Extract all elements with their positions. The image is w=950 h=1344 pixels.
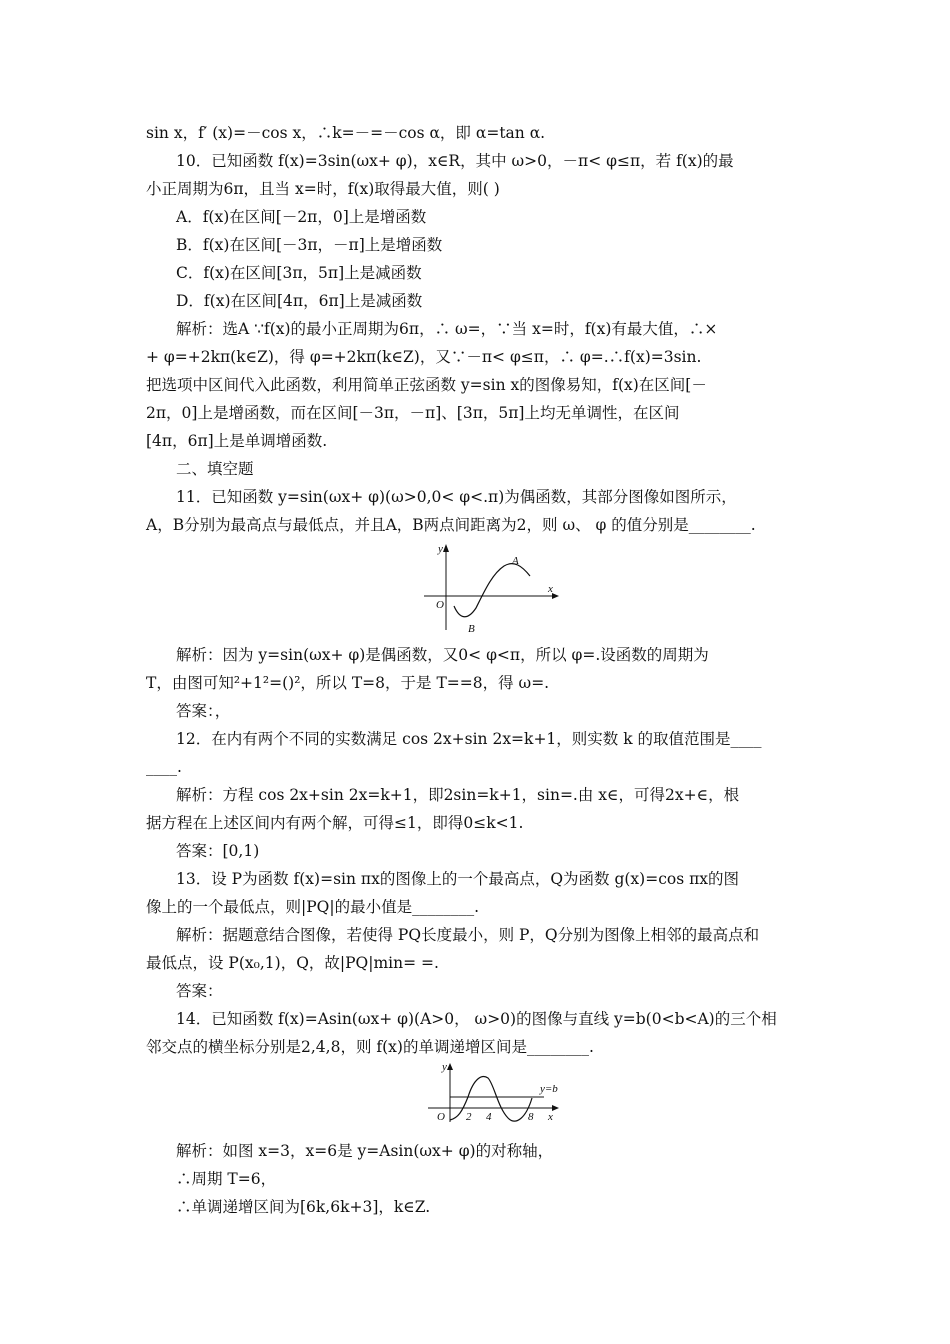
text-line: 像上的一个最低点，则|PQ|的最小值是________. <box>146 898 480 916</box>
text-line: A，B分别为最高点与最低点，并且A，B两点间距离为2，则 ω、 φ 的值分别是________. <box>146 516 756 534</box>
text-line: ____. <box>146 758 182 776</box>
y-axis-label: y <box>438 543 443 555</box>
text-line: [4π，6π]上是单调增函数. <box>146 432 328 450</box>
question-14: 14．已知函数 f(x)=Asin(ωx+ φ)(A>0， ω>0)的图像与直线 y=b(0<b<A)的三个相 <box>176 1010 777 1028</box>
text-line: 最低点，设 P(x₀,1)，Q，故|PQ|min= =. <box>146 954 439 972</box>
point-b-label: B <box>468 623 475 632</box>
option-a: A．f(x)在区间[－2π，0]上是增函数 <box>176 208 427 226</box>
sine-graph-figure-14 <box>422 1060 564 1124</box>
y-axis-label: y <box>442 1061 447 1073</box>
question-13: 13．设 P为函数 f(x)=sin πx的图像上的一个最高点，Q为函数 g(x)=cos πx的图 <box>176 870 740 888</box>
x-axis-arrow <box>552 593 559 599</box>
option-d: D．f(x)在区间[4π，6π]上是减函数 <box>176 292 423 310</box>
text-line: T，由图可知²+1²=()²，所以 T=8，于是 T==8，得 ω=. <box>146 674 550 692</box>
origin-label: O <box>436 599 444 611</box>
text-line: ∴周期 T=6， <box>176 1170 277 1188</box>
answer-11: 答案：， <box>176 702 231 720</box>
sine-curve <box>454 564 530 617</box>
tick-label-8: 8 <box>528 1111 534 1123</box>
answer-12: 答案：[0,1) <box>176 842 260 860</box>
x-axis-label: x <box>548 583 553 595</box>
line-label: y=b <box>540 1083 558 1095</box>
y-axis-arrow <box>443 544 449 552</box>
question-12: 12．在内有两个不同的实数满足 cos 2x+sin 2x=k+1，则实数 k 的取值范围是____ <box>176 730 762 748</box>
text-line: 小正周期为6π，且当 x=时，f(x)取得最大值，则( ) <box>146 180 500 198</box>
question-11: 11．已知函数 y=sin(ωx+ φ)(ω>0,0< φ<.π)为偶函数，其部分图像如图所示， <box>176 488 737 506</box>
option-c: C．f(x)在区间[3π，5π]上是减函数 <box>176 264 422 282</box>
section-heading: 二、填空题 <box>176 460 254 478</box>
solution-10: 解析：选A ∵f(x)的最小正周期为6π，∴ ω=，∵当 x=时，f(x)有最大值，∴× <box>176 320 718 338</box>
tick-label-2: 2 <box>466 1111 472 1123</box>
tick-label-4: 4 <box>486 1111 492 1123</box>
solution-14: 解析：如图 x=3，x=6是 y=Asin(ωx+ φ)的对称轴， <box>176 1142 554 1160</box>
x-axis-label: x <box>548 1111 553 1123</box>
text-line: ∴单调递增区间为[6k,6k+3]，k∈Z. <box>176 1198 431 1216</box>
origin-label: O <box>437 1111 445 1123</box>
point-a-label: A <box>512 555 519 567</box>
solution-12: 解析：方程 cos 2x+sin 2x=k+1，即2sin=k+1，sin=.由 x∈，可得2x+∈，根 <box>176 786 740 804</box>
text-line: sin x，f′ (x)=－cos x，∴k=－=－cos α，即 α=tan α. <box>146 124 546 142</box>
solution-13: 解析：据题意结合图像，若使得 PQ长度最小，则 P，Q分别为图像上相邻的最高点和 <box>176 926 760 944</box>
text-line: 把选项中区间代入此函数，利用简单正弦函数 y=sin x的图像易知，f(x)在区间[－ <box>146 376 707 394</box>
text-line: 邻交点的横坐标分别是2,4,8，则 f(x)的单调递增区间是________. <box>146 1038 594 1056</box>
question-10: 10．已知函数 f(x)=3sin(ωx+ φ)，x∈R，其中 ω>0，－π< φ≤π，若 f(x)的最 <box>176 152 734 170</box>
y-axis-arrow <box>447 1063 453 1070</box>
solution-11: 解析：因为 y=sin(ωx+ φ)是偶函数，又0< φ<π，所以 φ=.设函数的周期为 <box>176 646 709 664</box>
answer-13: 答案： <box>176 982 223 1000</box>
sine-graph-figure-11 <box>418 540 562 632</box>
x-axis-arrow <box>552 1105 559 1111</box>
text-line: 2π，0]上是增函数，而在区间[－3π，－π]、[3π，5π]上均无单调性，在区间 <box>146 404 680 422</box>
text-line: 据方程在上述区间内有两个解，可得≤1，即得0≤k<1. <box>146 814 524 832</box>
text-line: + φ=+2kπ(k∈Z)，得 φ=+2kπ(k∈Z)，又∵－π< φ≤π，∴ φ=.∴f(x)=3sin. <box>146 348 702 366</box>
option-b: B．f(x)在区间[－3π，－π]上是增函数 <box>176 236 443 254</box>
